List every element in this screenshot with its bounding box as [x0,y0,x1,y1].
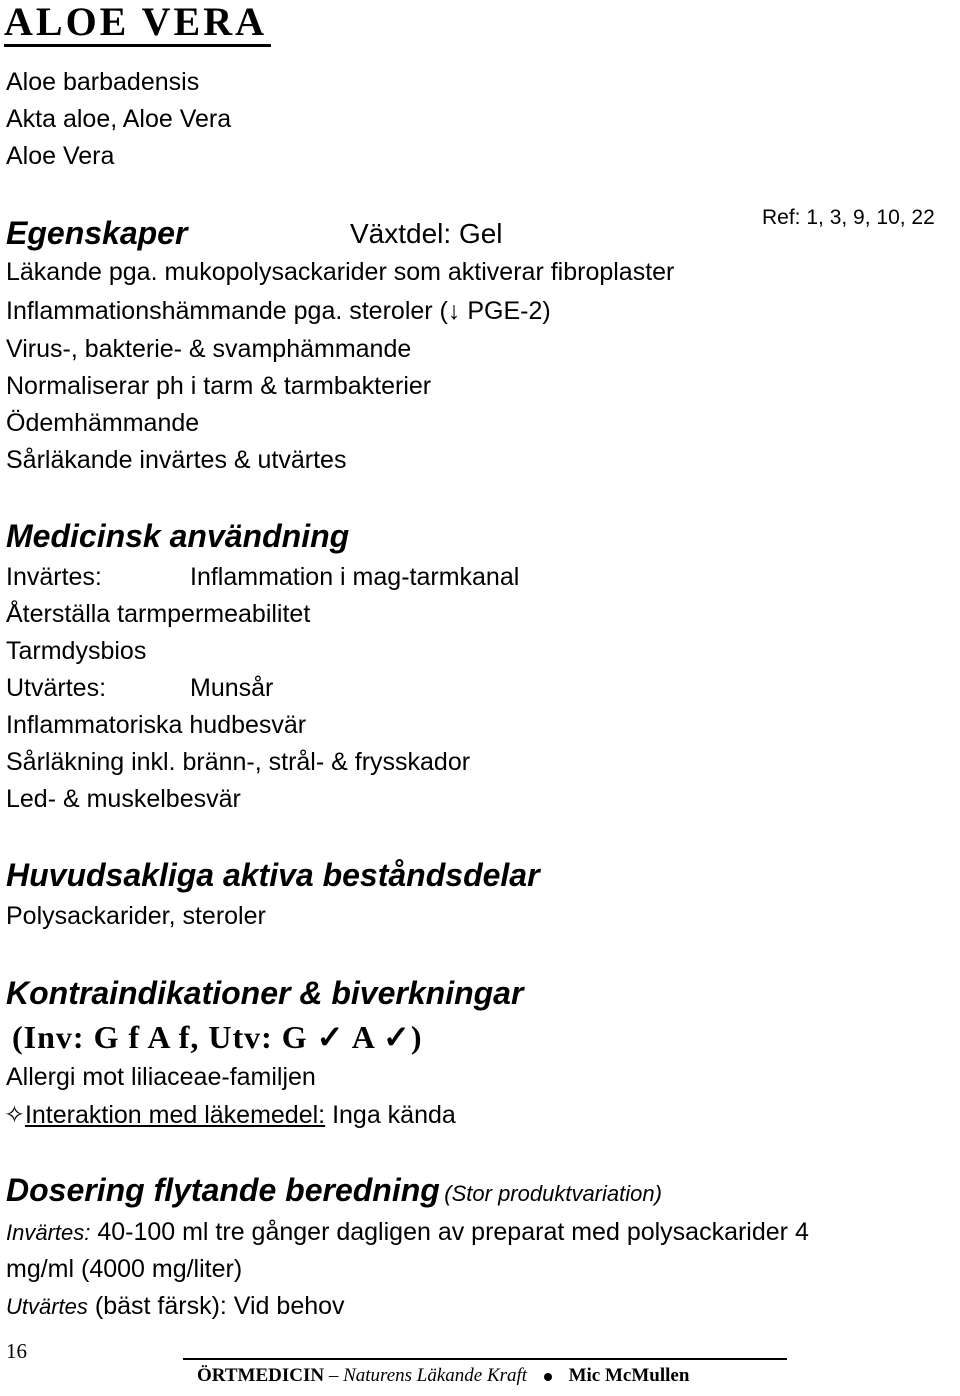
internal-label: Invärtes: [6,563,102,591]
property-item: Sårläkande invärtes & utvärtes [6,446,347,474]
section-heading-properties: Egenskaper [6,215,188,251]
property-item: Ödemhämmande [6,409,200,437]
reference: Ref: 1, 3, 9, 10, 22 [762,206,935,229]
use-item: Återställa tarmpermeabilitet [6,600,311,628]
footer-author: Mic McMullen [568,1365,690,1386]
property-item: Virus-, bakterie- & svamphämmande [6,335,412,363]
plant-part: Växtdel: Gel [350,218,503,249]
interaction-line [4,1100,456,1130]
interaction-value: Inga kända [325,1101,456,1129]
arrow-down-icon: ↓ [447,297,461,325]
footer-dash: – [328,1365,339,1386]
dosage-internal: Invärtes: 40-100 ml tre gånger dagligen av preparat med polysackarider 4 [6,1218,809,1246]
use-item: Sårläkning inkl. bränn-, strål- & frysskador [6,748,471,776]
bullet-icon [544,1373,552,1381]
section-heading-constituents: Huvudsakliga aktiva beståndsdelar [6,857,540,893]
footer [197,1365,689,1387]
constituents-text: Polysackarider, steroler [6,902,266,930]
footer-brand: ÖRTMEDICIN [197,1365,325,1386]
dosage-internal-cont: mg/ml (4000 mg/liter) [6,1255,243,1283]
interaction-label: Interaktion med läkemedel: [24,1101,326,1129]
section-heading-medical-use: Medicinsk användning [6,518,350,554]
use-item: Munsår [190,674,274,702]
allergy-text: Allergi mot liliaceae-familjen [6,1063,316,1091]
property-item: Normaliserar ph i tarm & tarmbakterier [6,372,432,400]
section-heading-dosage: Dosering flytande beredning [6,1172,440,1208]
contraindication-codes: (Inv: G f A f, Utv: G ✓ A ✓) [12,1019,423,1055]
external-label: Utvärtes: [6,674,107,702]
footer-tagline: Naturens Läkande Kraft [343,1365,528,1386]
dosage-heading-line [6,1172,662,1209]
footer-divider [183,1358,787,1360]
dosage-note: (Stor produktvariation) [444,1181,662,1206]
use-item: Inflammatoriska hudbesvär [6,711,307,739]
use-item: Tarmdysbios [6,637,147,665]
property-item: Inflammationshämmande pga. steroler (↓ PGE-2) [6,297,551,325]
common-name: Akta aloe, Aloe Vera [6,105,232,133]
page-title: ALOE VERA [4,0,271,47]
star-outline-icon: ✧ [4,1101,25,1129]
common-name: Aloe Vera [6,142,115,170]
use-item: Led- & muskelbesvär [6,785,241,813]
section-heading-contraindications: Kontraindikationer & biverkningar [6,975,524,1011]
dosage-external: Utvärtes (bäst färsk): Vid behov [6,1292,345,1320]
page-number: 16 [6,1339,27,1363]
property-item: Läkande pga. mukopolysackarider som aktiverar fibroplaster [6,258,675,286]
use-item: Inflammation i mag-tarmkanal [190,563,520,591]
botanical-name: Aloe barbadensis [6,68,200,96]
